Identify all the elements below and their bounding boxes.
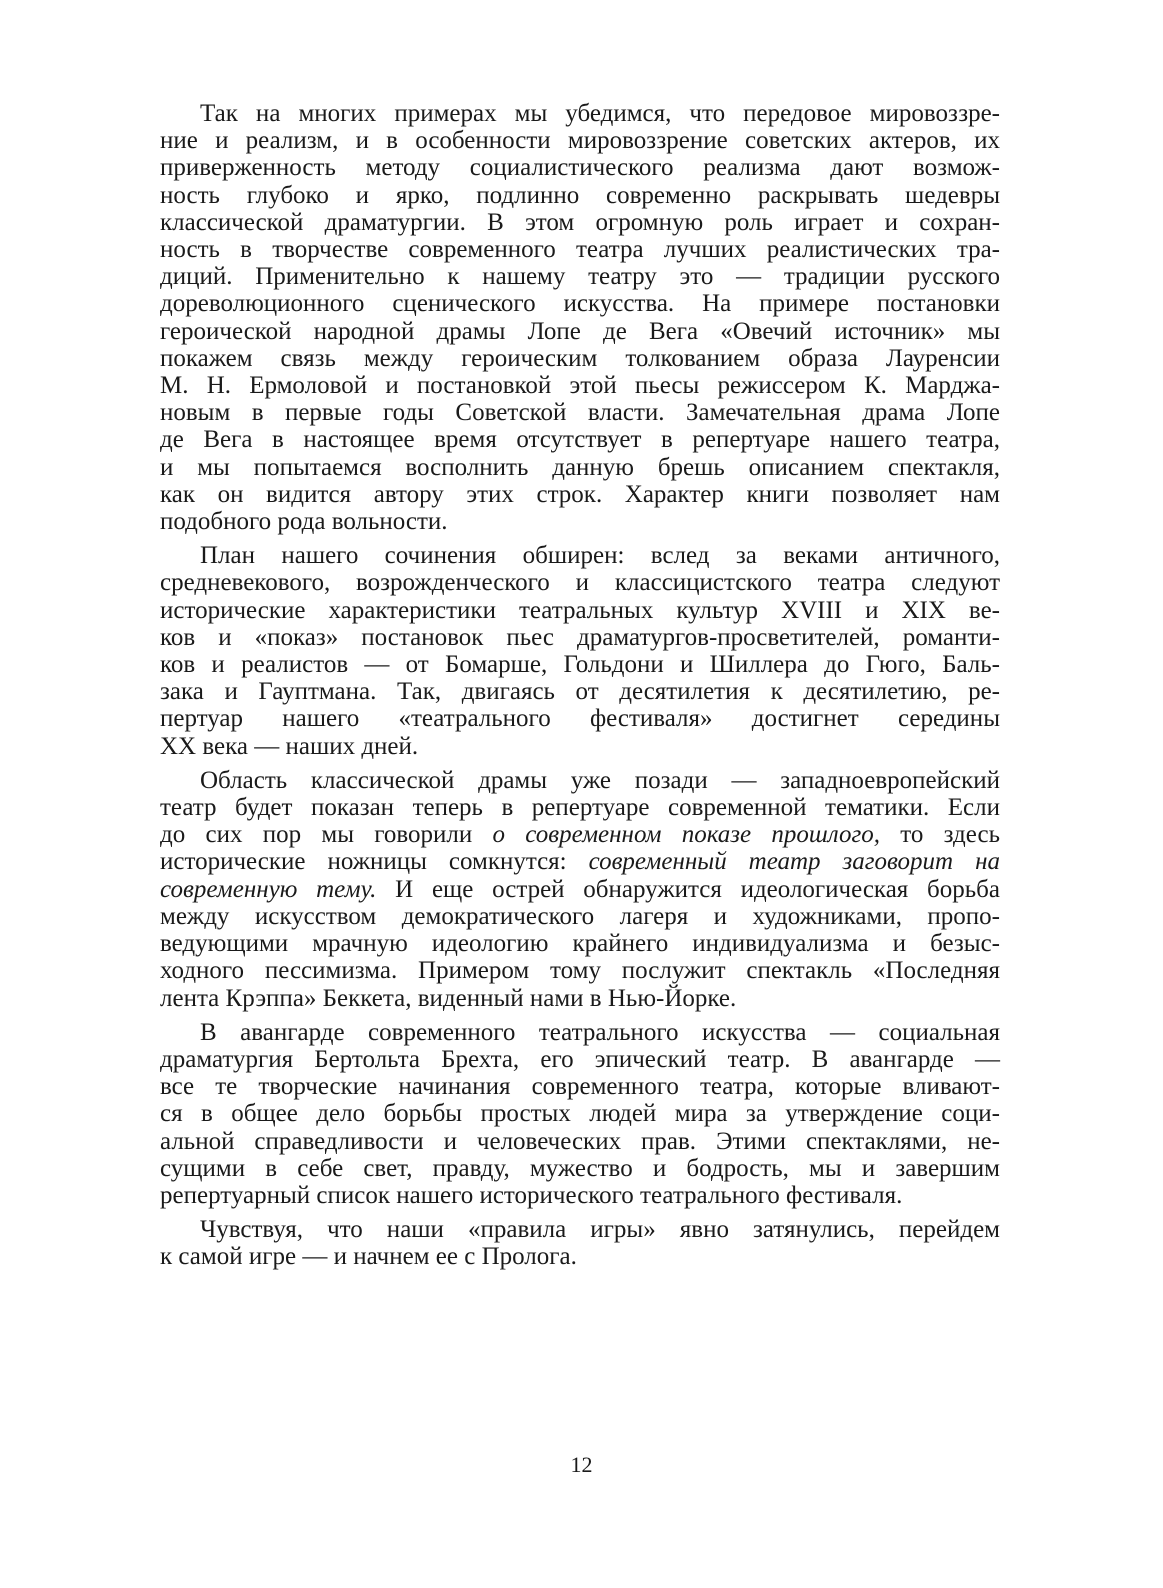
text-line: до сих пор мы говорили о современном показе прошлого, то здесь xyxy=(160,821,1000,849)
text-line: приверженность методу социалистического реализма дают возмож- xyxy=(160,154,1000,182)
text-line: зака и Гауптмана. Так, двигаясь от десятилетия к десятилетию, ре- xyxy=(160,678,1000,706)
text-line: альной справедливости и человеческих прав. Этими спектаклями, не- xyxy=(160,1127,1000,1155)
text-line: между искусством демократического лагеря и художниками, пропо- xyxy=(160,902,1000,930)
text-line: ведующими мрачную идеологию крайнего индивидуализма и безыс- xyxy=(160,930,1000,958)
text-line: XX века — наших дней. xyxy=(160,732,419,760)
text-line: исторические ножницы сомкнутся: современный театр заговорит на xyxy=(160,848,1000,876)
text-line: де Вега в настоящее время отсутствует в репертуаре нашего театра, xyxy=(160,426,1000,454)
paragraph xyxy=(160,1216,1000,1270)
text-line: исторические характеристики театральных культур XVIII и XIX ве- xyxy=(160,596,1000,624)
text-line: ность глубоко и ярко, подлинно современно раскрывать шедевры xyxy=(160,181,1000,209)
text-line: Чувствуя, что наши «правила игры» явно затянулись, перейдем xyxy=(200,1216,1000,1244)
text-line: В авангарде современного театрального искусства — социальная xyxy=(200,1018,1000,1046)
text-line: Так на многих примерах мы убедимся, что передовое мировоззре- xyxy=(200,100,1000,127)
text-line: М. Н. Ермоловой и постановкой этой пьесы режиссером К. Марджа- xyxy=(160,372,1000,400)
text-line: диций. Применительно к нашему театру это — традиции русского xyxy=(160,263,1000,291)
text-line: покажем связь между героическим толкованием образа Лауренсии xyxy=(160,344,1000,372)
text-line: лента Крэппа» Беккета, виденный нами в Нью-Йорке. xyxy=(160,984,737,1012)
text-line: классической драматургии. В этом огромную роль играет и сохран- xyxy=(160,208,1000,236)
paragraph xyxy=(160,767,1000,1012)
text-line: героической народной драмы Лопе де Вега «Овечий источник» мы xyxy=(160,317,1000,345)
text-line: как он видится автору этих строк. Характер книги позволяет нам xyxy=(160,480,1000,508)
text-line: театр будет показан теперь в репертуаре современной тематики. Если xyxy=(160,794,1000,822)
text-line: ков и «показ» постановок пьес драматургов-просветителей, романти- xyxy=(160,623,1000,651)
text-line: ние и реализм, и в особенности мировоззрение советских актеров, их xyxy=(160,127,1000,155)
paragraph xyxy=(160,1019,1000,1209)
text-line: все те творческие начинания современного театра, которые вливают- xyxy=(160,1073,1000,1101)
text-line: и мы попытаемся восполнить данную брешь описанием спектакля, xyxy=(160,453,1000,481)
paragraph xyxy=(160,100,1000,535)
text-line: ходного пессимизма. Примером тому послужит спектакль «Последняя xyxy=(160,957,1000,985)
text-line: средневекового, возрожденческого и классицистского театра следуют xyxy=(160,569,1000,597)
text-line: сущими в себе свет, правду, мужество и бодрость, мы и завершим xyxy=(160,1154,1000,1182)
text-line: подобного рода вольности. xyxy=(160,508,448,536)
text-line: ков и реалистов — от Бомарше, Гольдони и Шиллера до Гюго, Баль- xyxy=(160,651,1000,679)
text-line: к самой игре — и начнем ее с Пролога. xyxy=(160,1243,577,1271)
text-line: дореволюционного сценического искусства. На примере постановки xyxy=(160,290,1000,318)
text-line: ность в творчестве современного театра лучших реалистических тра- xyxy=(160,236,1000,264)
paragraph xyxy=(160,542,1000,760)
page-number: 12 xyxy=(570,1452,593,1477)
text-line: репертуарный список нашего исторического театрального фестиваля. xyxy=(160,1181,903,1209)
text-line: новым в первые годы Советской власти. Замечательная драма Лопе xyxy=(160,399,1000,427)
text-line: План нашего сочинения обширен: вслед за веками античного, xyxy=(200,542,1000,570)
text-line: пертуар нашего «театрального фестиваля» достигнет середины xyxy=(160,705,1000,733)
text-line: современную тему. И еще острей обнаружится идеологическая борьба xyxy=(160,875,1000,903)
body-text xyxy=(160,100,1000,1278)
text-line: драматургия Бертольта Брехта, его эпический театр. В авангарде — xyxy=(160,1045,1000,1073)
text-line: Область классической драмы уже позади — западноевропейский xyxy=(200,766,1000,794)
text-line: ся в общее дело борьбы простых людей мира за утверждение соци- xyxy=(160,1100,1000,1128)
